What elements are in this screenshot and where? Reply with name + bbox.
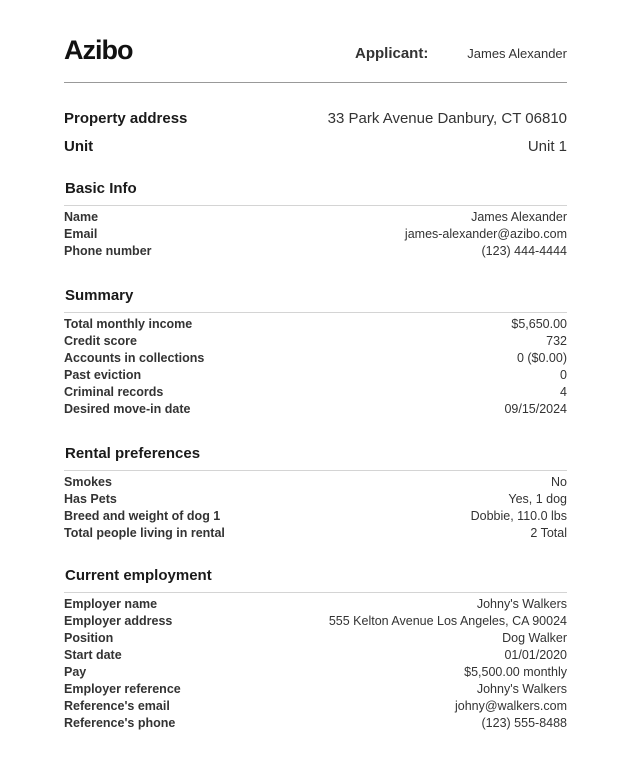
info-row: [64, 525, 567, 542]
unit-value: Unit 1: [527, 138, 567, 155]
row-value: 555 Kelton Avenue Los Angeles, CA 90024: [328, 614, 567, 628]
row-label: Name: [64, 210, 99, 224]
row-value: Dobbie, 110.0 lbs: [470, 509, 567, 523]
info-row: [64, 401, 567, 418]
section-divider: [64, 312, 567, 313]
row-value: $5,650.00: [511, 317, 567, 331]
row-label: Employer name: [64, 597, 158, 611]
row-label: Reference's email: [64, 699, 170, 713]
info-row: [64, 226, 567, 243]
row-label: Total monthly income: [64, 317, 193, 331]
applicant-label: Applicant:: [355, 45, 429, 62]
application-page: [64, 0, 567, 766]
row-label: Employer reference: [64, 682, 181, 696]
row-label: Criminal records: [64, 385, 164, 399]
info-row: [64, 664, 567, 681]
applicant-name: James Alexander: [467, 46, 567, 61]
row-value: No: [551, 475, 567, 489]
row-value: james-alexander@azibo.com: [404, 227, 567, 241]
header-divider: [64, 82, 567, 83]
row-value: James Alexander: [471, 210, 567, 224]
section-divider: [64, 470, 567, 471]
info-row: [64, 333, 567, 350]
info-row: [64, 384, 567, 401]
row-label: Reference's phone: [64, 716, 176, 730]
info-row: [64, 647, 567, 664]
property-address-label: Property address: [64, 110, 188, 127]
info-row: [64, 350, 567, 367]
row-value: 4: [560, 385, 567, 399]
row-label: Smokes: [64, 475, 112, 489]
row-value: (123) 444-4444: [481, 244, 567, 258]
summary-rows: [64, 316, 567, 418]
section-title: Summary: [65, 287, 134, 304]
section-divider: [64, 205, 567, 206]
unit-label: Unit: [64, 138, 94, 155]
row-value: 09/15/2024: [504, 402, 567, 416]
row-label: Breed and weight of dog 1: [64, 509, 221, 523]
basic-info-section: [64, 179, 567, 260]
section-divider: [64, 592, 567, 593]
info-row: [64, 596, 567, 613]
row-value: 2 Total: [530, 526, 567, 540]
section-title: Basic Info: [65, 180, 137, 197]
rental-preferences-rows: [64, 474, 567, 542]
info-row: [64, 491, 567, 508]
row-label: Credit score: [64, 334, 137, 348]
row-label: Email: [64, 227, 98, 241]
row-label: Start date: [64, 648, 122, 662]
row-label: Past eviction: [64, 368, 142, 382]
summary-section: [64, 286, 567, 418]
row-label: Accounts in collections: [64, 351, 205, 365]
property-address-value: 33 Park Avenue Danbury, CT 06810: [327, 110, 567, 127]
row-value: 0 ($0.00): [516, 351, 567, 365]
row-value: Johny's Walkers: [476, 597, 567, 611]
info-row: [64, 698, 567, 715]
row-value: $5,500.00 monthly: [464, 665, 567, 679]
row-label: Total people living in rental: [64, 526, 225, 540]
info-row: [64, 243, 567, 260]
info-row: [64, 715, 567, 732]
current-employment-rows: [64, 596, 567, 732]
info-row: [64, 209, 567, 226]
info-row: [64, 681, 567, 698]
row-value: 732: [546, 334, 567, 348]
current-employment-section: [64, 566, 567, 732]
row-label: Pay: [64, 665, 87, 679]
info-row: [64, 367, 567, 384]
row-value: Yes, 1 dog: [508, 492, 567, 506]
row-label: Position: [64, 631, 114, 645]
row-value: Johny's Walkers: [476, 682, 567, 696]
info-row: [64, 474, 567, 491]
unit-row: [64, 138, 567, 158]
row-value: 01/01/2020: [504, 648, 567, 662]
section-title: Current employment: [65, 567, 212, 584]
info-row: [64, 316, 567, 333]
row-value: (123) 555-8488: [481, 716, 567, 730]
info-row: [64, 508, 567, 525]
row-label: Has Pets: [64, 492, 117, 506]
row-value: 0: [560, 368, 567, 382]
row-label: Desired move-in date: [64, 402, 191, 416]
info-row: [64, 630, 567, 647]
basic-info-rows: [64, 209, 567, 260]
row-value: Dog Walker: [502, 631, 567, 645]
header: [64, 34, 567, 66]
rental-preferences-section: [64, 444, 567, 542]
section-title: Rental preferences: [65, 445, 201, 462]
property-address-row: [64, 110, 567, 130]
row-label: Employer address: [64, 614, 173, 628]
row-label: Phone number: [64, 244, 152, 258]
row-value: johny@walkers.com: [454, 699, 567, 713]
info-row: [64, 613, 567, 630]
azibo-logo: Azibo: [64, 35, 133, 65]
